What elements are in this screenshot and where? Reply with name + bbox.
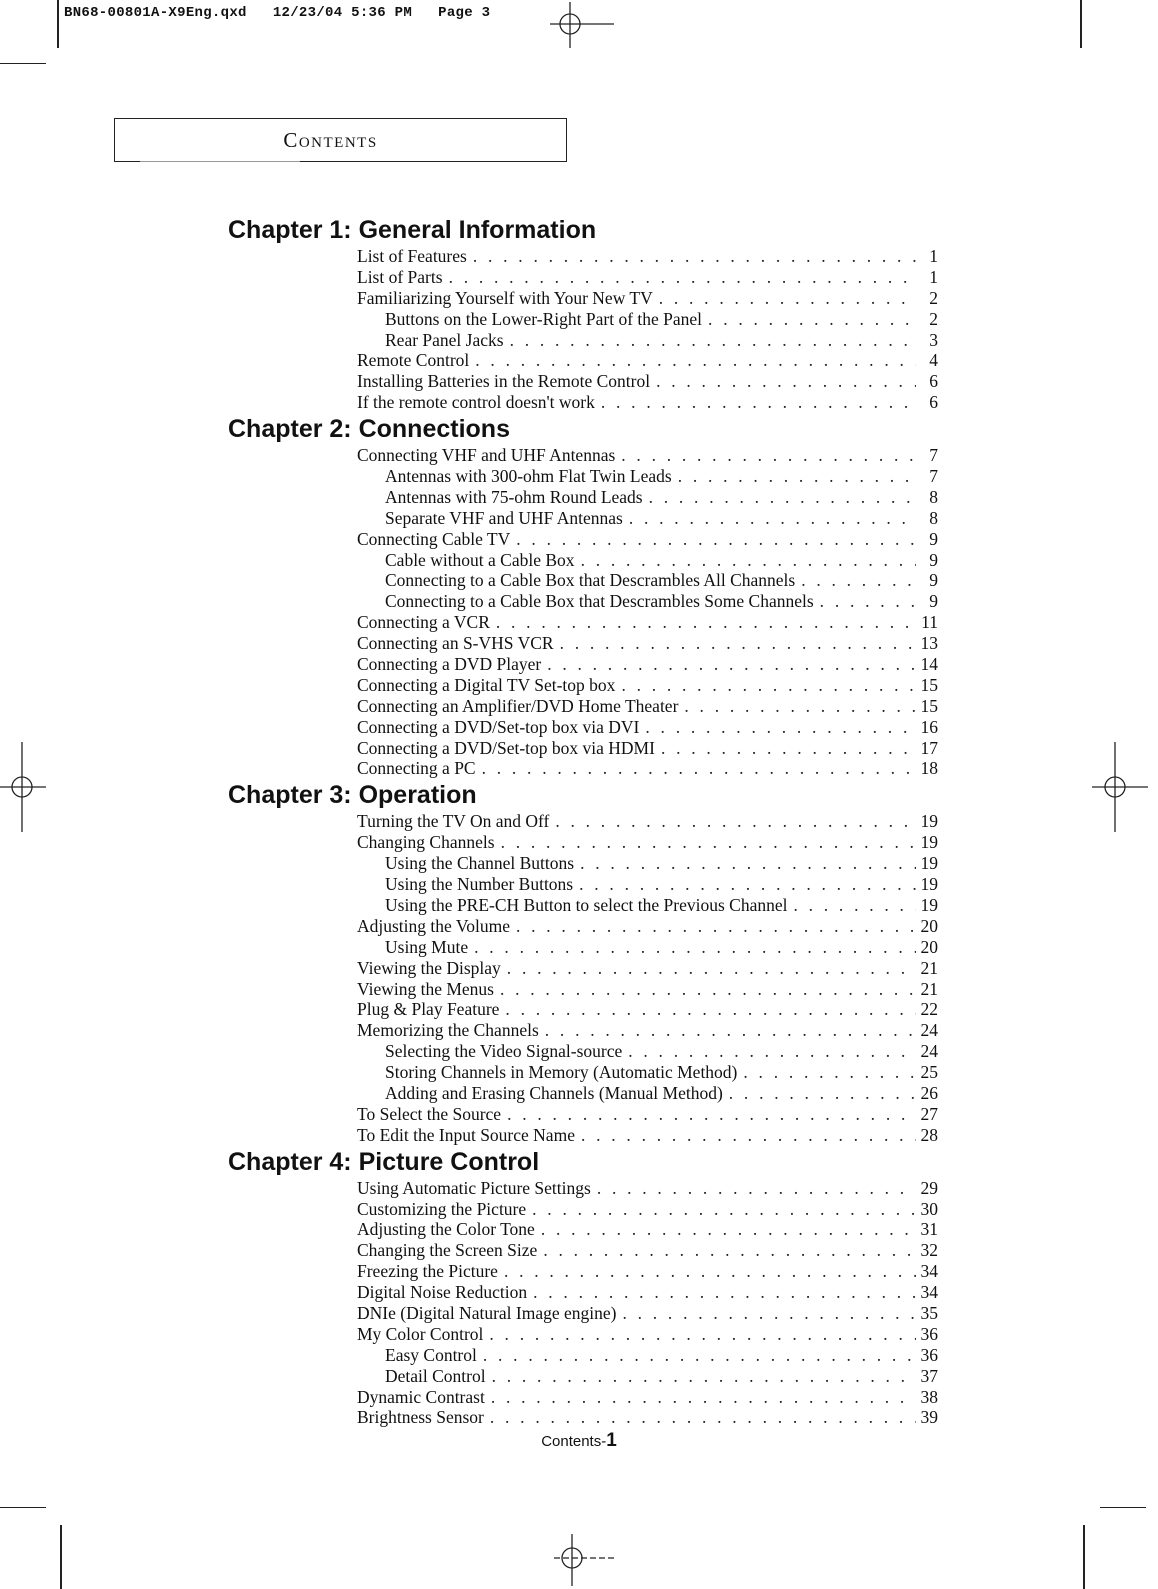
entry-title: Viewing the Menus: [357, 978, 494, 999]
entry-page-number: 39: [920, 1407, 938, 1428]
entry-page-number: 37: [920, 1365, 938, 1386]
dot-leader: [743, 1062, 916, 1083]
dot-leader: [581, 550, 916, 571]
entry-title: Using the Number Buttons: [385, 874, 574, 895]
toc-subentry: [385, 591, 938, 612]
dot-leader: [491, 1387, 916, 1408]
entry-title: If the remote control doesn't work: [357, 392, 595, 413]
dot-leader: [649, 487, 916, 508]
dot-leader: [473, 246, 916, 267]
entry-title: Remote Control: [357, 350, 470, 371]
dot-leader: [801, 570, 916, 591]
dot-leader: [622, 1303, 916, 1324]
dot-leader: [510, 330, 916, 351]
table-of-contents: [228, 214, 938, 1428]
toc-subentry: [385, 937, 938, 958]
toc-entry: [357, 612, 938, 633]
toc-entry: [357, 1303, 938, 1324]
toc-entry: [357, 654, 938, 675]
toc-subentry: [385, 309, 938, 330]
entry-title: Connecting to a Cable Box that Descrambles All Channels: [385, 570, 796, 591]
toc-entry: [357, 350, 938, 371]
dot-leader: [555, 811, 916, 832]
chapter-heading: Chapter 3: Operation: [228, 781, 477, 810]
dot-leader: [560, 633, 916, 654]
toc-entry: [357, 1324, 938, 1345]
toc-entry: [357, 1387, 938, 1408]
entry-page-number: 9: [929, 591, 938, 612]
toc-subentry: [385, 1041, 938, 1062]
dot-leader: [656, 371, 916, 392]
dot-leader: [601, 392, 916, 413]
entry-title: Plug & Play Feature: [357, 999, 500, 1020]
entry-title: Changing Channels: [357, 832, 495, 853]
dot-leader: [621, 675, 916, 696]
page-number: 1: [606, 1430, 617, 1451]
dot-leader: [507, 958, 916, 979]
toc-entry: [357, 1199, 938, 1220]
dot-leader: [545, 1020, 916, 1041]
toc-subentry: [385, 330, 938, 351]
entry-page-number: 11: [921, 612, 938, 633]
dot-leader: [532, 1199, 916, 1220]
dot-leader: [547, 654, 916, 675]
entry-title: Rear Panel Jacks: [385, 329, 504, 350]
entry-title: Dynamic Contrast: [357, 1386, 485, 1407]
entry-page-number: 19: [920, 894, 938, 915]
footer-label: Contents-: [541, 1433, 607, 1450]
dot-leader: [645, 717, 916, 738]
toc-entry: [357, 288, 938, 309]
entry-page-number: 36: [920, 1344, 938, 1365]
entry-page-number: 21: [920, 957, 938, 978]
entry-page-number: 7: [929, 466, 938, 487]
dot-leader: [507, 1104, 916, 1125]
registration-mark-icon: [550, 1530, 620, 1588]
toc-entry: [357, 675, 938, 696]
dot-leader: [475, 350, 916, 371]
toc-subentry: [385, 853, 938, 874]
entry-page-number: 2: [929, 287, 938, 308]
entry-page-number: 30: [920, 1198, 938, 1219]
entry-page-number: 20: [920, 936, 938, 957]
entry-title: Connecting a Digital TV Set-top box: [357, 674, 616, 695]
dot-leader: [708, 309, 916, 330]
entry-title: Connecting a DVD/Set-top box via DVI: [357, 716, 640, 737]
entry-page-number: 15: [920, 674, 938, 695]
dot-leader: [541, 1219, 916, 1240]
dot-leader: [678, 466, 916, 487]
dot-leader: [597, 1178, 916, 1199]
entry-page-number: 36: [920, 1323, 938, 1344]
entry-title: To Select the Source: [357, 1103, 502, 1124]
entry-title: Connecting VHF and UHF Antennas: [357, 445, 616, 466]
entry-page-number: 29: [920, 1177, 938, 1198]
entry-title: Using Automatic Picture Settings: [357, 1177, 591, 1198]
toc-entry: [357, 696, 938, 717]
chapter-heading: Chapter 1: General Information: [228, 216, 597, 244]
entry-title: DNIe (Digital Natural Image engine): [357, 1302, 617, 1323]
toc-entry: [357, 267, 938, 288]
entry-title: Memorizing the Channels: [357, 1020, 539, 1041]
crop-mark: [57, 0, 59, 48]
toc-entry: [357, 717, 938, 738]
crop-mark: [1100, 1507, 1146, 1508]
contents-header-box: [114, 118, 567, 162]
entry-page-number: 34: [920, 1282, 938, 1303]
entry-title: Easy Control: [385, 1344, 477, 1365]
entry-page-number: 32: [920, 1240, 938, 1261]
dot-leader: [449, 267, 916, 288]
entry-page-number: 19: [920, 874, 938, 895]
entry-page-number: 1: [929, 246, 938, 266]
entry-title: Storing Channels in Memory (Automatic Method): [385, 1062, 738, 1083]
toc-subentry: [385, 570, 938, 591]
toc-entry: [357, 1407, 938, 1428]
toc-subentry: [385, 874, 938, 895]
entry-page-number: 8: [929, 486, 938, 507]
entry-title: Turning the TV On and Off: [357, 811, 550, 832]
entry-page-number: 38: [920, 1386, 938, 1407]
toc-entry: [357, 392, 938, 413]
toc-entry: [357, 979, 938, 1000]
crop-mark: [60, 1525, 62, 1589]
entry-page-number: 20: [920, 915, 938, 936]
toc-entry: [357, 1020, 938, 1041]
entry-page-number: 1: [929, 266, 938, 287]
entry-page-number: 13: [920, 633, 938, 654]
entry-page-number: 34: [920, 1261, 938, 1282]
toc-entry: [357, 1125, 938, 1146]
registration-mark-icon: [1090, 740, 1150, 835]
toc-entry: [357, 832, 938, 853]
crop-mark: [1080, 0, 1082, 48]
dot-leader: [684, 696, 916, 717]
entry-title: Familiarizing Yourself with Your New TV: [357, 287, 653, 308]
dot-leader: [492, 1366, 916, 1387]
entry-page-number: 19: [920, 832, 938, 853]
dot-leader: [474, 937, 916, 958]
registration-mark-icon: [0, 740, 50, 835]
dot-leader: [580, 853, 916, 874]
entry-page-number: 18: [920, 758, 938, 779]
toc-subentry: [385, 1345, 938, 1366]
entry-title: List of Parts: [357, 266, 443, 287]
entry-page-number: 22: [920, 999, 938, 1020]
entry-title: Freezing the Picture: [357, 1261, 498, 1282]
toc-subentry: [385, 1366, 938, 1387]
entry-title: Digital Noise Reduction: [357, 1282, 528, 1303]
entry-page-number: 4: [929, 350, 938, 371]
entry-title: Selecting the Video Signal-source: [385, 1041, 623, 1062]
toc-entry: [357, 1261, 938, 1282]
registration-mark-icon: [548, 0, 618, 50]
dot-leader: [793, 895, 916, 916]
dot-leader: [505, 999, 916, 1020]
dot-leader: [501, 832, 916, 853]
entry-page-number: 31: [920, 1219, 938, 1240]
toc-entry: [357, 738, 938, 759]
toc-entry: [357, 445, 938, 466]
entry-page-number: 6: [929, 371, 938, 392]
chapter-heading: Chapter 2: Connections: [228, 415, 510, 444]
dot-leader: [629, 508, 916, 529]
entry-title: Connecting a DVD/Set-top box via HDMI: [357, 737, 655, 758]
entry-page-number: 9: [929, 549, 938, 570]
toc-entry: [357, 1178, 938, 1199]
dot-leader: [516, 916, 916, 937]
entry-title: Antennas with 75-ohm Round Leads: [385, 486, 643, 507]
entry-title: Separate VHF and UHF Antennas: [385, 507, 623, 528]
entry-title: Viewing the Display: [357, 957, 501, 978]
entry-page-number: 9: [929, 528, 938, 549]
entry-title: Cable without a Cable Box: [385, 549, 575, 570]
entry-title: Connecting a DVD Player: [357, 654, 542, 675]
entry-page-number: 7: [929, 445, 938, 466]
dot-leader: [482, 758, 916, 779]
dot-leader: [500, 979, 916, 1000]
dot-leader: [496, 612, 916, 633]
dot-leader: [729, 1083, 916, 1104]
entry-title: Connecting to a Cable Box that Descrambles Some Channels: [385, 591, 814, 612]
entry-title: Connecting an Amplifier/DVD Home Theater: [357, 695, 679, 716]
dot-leader: [504, 1261, 916, 1282]
dot-leader: [490, 1407, 916, 1428]
crop-mark: [1083, 1525, 1085, 1589]
entry-page-number: 19: [920, 811, 938, 832]
crop-mark: [0, 1507, 46, 1508]
toc-entry: [357, 1104, 938, 1125]
entry-title: Adding and Erasing Channels (Manual Method): [385, 1082, 723, 1103]
dot-leader: [543, 1240, 916, 1261]
toc-entry: [357, 1282, 938, 1303]
dot-leader: [579, 874, 916, 895]
toc-entry: [357, 246, 938, 267]
entry-page-number: 25: [920, 1062, 938, 1083]
page-footer: [0, 1430, 1158, 1452]
entry-title: Adjusting the Color Tone: [357, 1219, 535, 1240]
entry-page-number: 2: [929, 308, 938, 329]
entry-page-number: 35: [920, 1302, 938, 1323]
entry-title: Connecting a PC: [357, 758, 476, 779]
dot-leader: [661, 738, 916, 759]
entry-title: Antennas with 300-ohm Flat Twin Leads: [385, 466, 672, 487]
toc-entry: [357, 1240, 938, 1261]
entry-title: List of Features: [357, 246, 467, 266]
entry-page-number: 15: [920, 695, 938, 716]
entry-page-number: 21: [920, 978, 938, 999]
entry-title: Using the Channel Buttons: [385, 853, 575, 874]
entry-page-number: 3: [929, 329, 938, 350]
print-slug: BN68-00801A-X9Eng.qxd 12/23/04 5:36 PM Page 3: [64, 5, 491, 21]
entry-page-number: 27: [920, 1103, 938, 1124]
crop-mark: [0, 63, 46, 64]
dot-leader: [581, 1125, 916, 1146]
dot-leader: [483, 1345, 916, 1366]
chapter-heading: Chapter 4: Picture Control: [228, 1147, 540, 1176]
dot-leader: [621, 445, 916, 466]
toc-entry: [357, 958, 938, 979]
toc-entry: [357, 529, 938, 550]
entry-title: Buttons on the Lower-Right Part of the Panel: [385, 308, 703, 329]
toc-subentry: [385, 1062, 938, 1083]
toc-subentry: [385, 466, 938, 487]
entry-page-number: 8: [929, 507, 938, 528]
divider: [140, 161, 300, 162]
toc-entry: [357, 371, 938, 392]
entry-page-number: 16: [920, 716, 938, 737]
entry-page-number: 19: [920, 853, 938, 874]
entry-page-number: 14: [920, 654, 938, 675]
entry-page-number: 6: [929, 392, 938, 413]
entry-title: My Color Control: [357, 1323, 484, 1344]
dot-leader: [533, 1282, 916, 1303]
toc-subentry: [385, 487, 938, 508]
entry-title: Brightness Sensor: [357, 1407, 484, 1428]
dot-leader: [820, 591, 916, 612]
toc-subentry: [385, 550, 938, 571]
entry-page-number: 17: [920, 737, 938, 758]
entry-page-number: 28: [920, 1124, 938, 1145]
entry-page-number: 24: [920, 1041, 938, 1062]
entry-title: Customizing the Picture: [357, 1198, 527, 1219]
entry-title: Connecting Cable TV: [357, 528, 511, 549]
entry-title: Adjusting the Volume: [357, 915, 510, 936]
toc-entry: [357, 1219, 938, 1240]
toc-entry: [357, 999, 938, 1020]
toc-subentry: [385, 1083, 938, 1104]
dot-leader: [628, 1041, 916, 1062]
entry-page-number: 26: [920, 1082, 938, 1103]
page-title: Contents: [283, 127, 378, 152]
toc-subentry: [385, 895, 938, 916]
dot-leader: [489, 1324, 916, 1345]
toc-subentry: [385, 508, 938, 529]
toc-entry: [357, 758, 938, 779]
toc-entry: [357, 633, 938, 654]
entry-title: To Edit the Input Source Name: [357, 1124, 575, 1145]
entry-title: Detail Control: [385, 1365, 486, 1386]
entry-title: Changing the Screen Size: [357, 1240, 538, 1261]
entry-title: Using Mute: [385, 936, 469, 957]
entry-title: Connecting a VCR: [357, 612, 490, 633]
entry-title: Using the PRE-CH Button to select the Previous Channel: [385, 894, 788, 915]
dot-leader: [516, 529, 916, 550]
entry-page-number: 24: [920, 1020, 938, 1041]
entry-title: Installing Batteries in the Remote Control: [357, 371, 651, 392]
dot-leader: [659, 288, 916, 309]
entry-page-number: 9: [929, 570, 938, 591]
entry-title: Connecting an S-VHS VCR: [357, 633, 554, 654]
toc-entry: [357, 916, 938, 937]
toc-entry: [357, 811, 938, 832]
